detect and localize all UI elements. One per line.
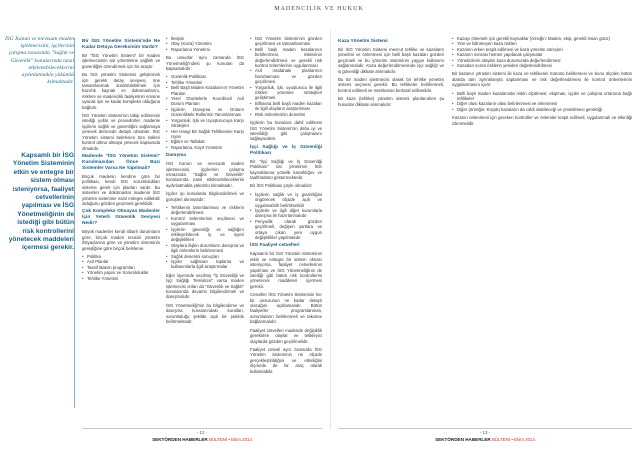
list-item: • İSG Yönetim Sistemi'nin gözden geçirilmesi ve tamamlanması [250, 36, 322, 47]
bullet-list [452, 91, 632, 113]
list-item: • Kazanın sonrası hemen yapılacak çalışmalar [452, 52, 632, 57]
paragraph: Faaliyet cetveli aynı zamanda İSG Yönetim Sisteminin ne ölçüde gerçekleştirildiğini ve etkinliğini ölçmede de bir araç olarak kullanılabilir. [250, 346, 322, 374]
section-heading: Bir İSG Yönetim Sistemi'nde Ne Kadar Detaya Gereksinim Vardır? [82, 39, 160, 50]
bullet-list [250, 192, 322, 241]
list-item: • Tehlike Yönetimi [82, 276, 160, 281]
list-item: • Eğitim ve Tatbikat [166, 139, 244, 144]
paragraph: İSG Yönetmeliği'nin bu bilgilendirme ve danışma konularındaki kuralları, sorumluluğu şekilde açık bir şekilde belirtmektedir. [166, 302, 244, 325]
bullet-list [250, 36, 322, 117]
footer-rule [82, 428, 322, 429]
list-item: • Yeni ve bilinmeyen kaza riskleri [452, 41, 632, 46]
list-item: • Güvenlik Politikası [166, 74, 244, 79]
paragraph: Bir "İSG Yönetim Sistemi" bir maden işletmecisinin üst yönetimine sağlıklı ve güvenliğini özendirmek için bir araçtır. [82, 53, 160, 69]
list-item: • Tehlikenin tanımlanması ve risklerin değerlendirilmesi [166, 205, 244, 216]
list-item: • Bilhassa belli başlı maden kazaları ile ilgili olayların araştırılması [250, 101, 322, 112]
pull-quote: Kapsamlı bir İSG Yönetim Sisteminin etkin ve entegre bir sistem olması isteniyorsa, faaliyet cetvellerinin yapılması ve İSG Yönetmeliğinin de istediği gibi bütün risk kontrollerini yönetecek maddeleri içermesi gerekir. [8, 152, 74, 252]
issue-label: BÜLTENİ • Ekim 2014 [208, 437, 252, 442]
list-item: • Belli başlı maden kazalarında riskin ölçülmesi; ekipman, işçiler ve çalışma ortamına bağlı tehlikeler [452, 91, 632, 102]
list-item: • İletişim [166, 36, 244, 41]
footer-right [338, 430, 632, 442]
article-column-4 [338, 36, 444, 110]
paragraph: Bu İSG yönetim Sistemini geliştirmek için gerekli detay seviyesi, öne tamamlanmak sürdürülebilmek için hazırlık kaynak ve dokümanlarını, risklere ve madencilik faaliyetinin emsine uyacak işin ne kadar kompleks olduğuna bağlıdır. [82, 72, 160, 110]
paragraph: İşçilerin bu konulara dahil edilmesi İSG Yönetim Sistemi'nin daha iyi ve istenildiği gibi çalışmasını sağlayacaktır. [250, 120, 322, 142]
list-item: • Yerel Otoritelerle Koordineli Acil Durum Planları [166, 96, 244, 107]
paragraph: Bir kazanın yönetim sistemi iki kaza ve tehlikenin tümünü belirlemesi ve bunu ölçülen bütün alanda tam ayrıntılarıyla saptanması ve risk değerlendirmesi ile kontrol önlemlerinin uygulanmasını içerir. [452, 71, 632, 88]
section-heading: Çok Kompleks Olmayan Madenler İçin Yeterli Güvenlik Seviyesi Nedir? [82, 209, 160, 227]
list-item: • Her Hangi Bir Sağlık Tehlikesine Karşı Uyarı [166, 129, 244, 140]
list-item: • Kazanın erken tespit edilmesi ve kaza yönetim süreçleri [452, 47, 632, 52]
list-item: • Belli başlı maden kazalarının belirlenmesi, risklerinin değerlendirilmesi ve gerekli risk kontrol önlemlerinin uygulanması [250, 47, 322, 69]
list-item: • Politika [82, 254, 160, 259]
magazine-name: SEKTÖRDEN HABERLER [435, 437, 491, 442]
footer-left [82, 430, 322, 442]
paragraph: Kazanın önlenmesi için gereken kontroller ve önlemler tespit edilmeli, uygulanmalı ve etkinliği izlenmelidir. [452, 115, 632, 126]
list-item: • Kazayı önlemek için gerekli kaynaklar (örneğin: Maden, ekip, gerekli insan gücü) [452, 36, 632, 41]
sidebar-note: İSG Kanun ve mevzuatı maden işletmecisini, işçilerinin çalışma esnasında "Sağlık ve Güvenlik" konularında nasıl etkilenebileceklerini aydınlatmakla yükümlü kılmaktadır. [5, 36, 74, 86]
page-number: - 13 - [479, 430, 491, 435]
list-item: • Tehlike Yönetimi [166, 80, 244, 85]
paragraph: İSG Yönetim Sistemi'nin takip edilmesini istediği yollar ve prosedürler, madenle işçilerin sağlık ve güvenliğini sağlamaya yetecek derecede detaylı olmalıdır. İSG Yönetim sistemi belirlenen tüm riskleri kontrol altına almaya yetecek kapsamda olmalıdır. [82, 113, 160, 151]
paragraph: Bir İSG Yönetim Sistemi mevcut tehlike ve kazaların yönetimi ve önlenmesi için belli başlı kazaları gözden geçirmeli ve bu yönetim sisteminin yaygın kullanımı sağlanmalıdır. Kaza değerlendirmesinde işçi sağlığı ve iş güvenliği dikkate alınmalıdır. [338, 47, 444, 74]
paragraph: Bir İSG Politikası şöyle olmalıdır: [250, 183, 313, 189]
article-column-5 [452, 36, 632, 129]
paragraph: Bu unsurlar aynı zamanda İSG Yönetmeliği'ndeki şu konuları da kapsamalıdır: [166, 55, 244, 72]
list-item: • Kontrol önlemlerinin seçilmesi ve uygulanması [166, 216, 244, 227]
list-item: • Raporlama Yönetimi [166, 47, 244, 52]
section-heading: İşçi Sağlığı ve İş Güvenliği Politikası [250, 144, 322, 156]
paragraph: Bu tür maden işletmecisi olarak bir tehlike yönetim sistemi seçmesi gerekir. Bu tehlikeler belirlenmeli, kontrol edilmeli ve mümkünse bertaraf edilmelidir. [338, 77, 444, 93]
paragraph: İşçiler şu konularda bilgilendirilmeli ve görüşleri alınmalıdır: [166, 191, 244, 202]
list-item: • Yorgunluk, içki, uyuşturucu ile ilgili riskleri yönetme stratejileri geliştirmek [250, 85, 322, 101]
article-column-1 [82, 36, 160, 284]
list-item: • Diğer olası kazaların olası belirlenmesi ve önlenmesi [452, 101, 632, 106]
paragraph: Eğer işyerinde seçilmiş "İş Güvenliği ve İşçi Sağlığı Temsilcisi" varsa maden işletmecisi onları da "Güvenlik ve Sağlık" konularında devamlı bilgilendirmeli ve danışmalıdır. [166, 272, 244, 300]
section-heading: Kaza Yönetim Sistemi [338, 39, 388, 44]
page-number: - 12 - [196, 430, 208, 435]
article-column-3 [250, 36, 322, 377]
paragraph: Cetveller İSG Yönetim Sisteminin her bir unsurunun ne kadar detaylı olacağını açıklamalıdır. Bütün faaliyetler programlanmalı, sorumluların belirlenmeli ve takvime bağlanmalıdır. [250, 292, 322, 325]
sidebar-divider [74, 38, 75, 408]
list-item: • İşçilerle ve ilgili diğer kurumlarla danışma ile hazırlanmalıdır [250, 208, 322, 219]
section-header: MADENCİLİK VE HUKUK [274, 6, 364, 12]
list-item: • Yönetim yapısı ve Sorumluluklar [82, 270, 160, 275]
paragraph: Birçok madenin kendine göre bir politikası, kendi İSG sorumlulukları sisteme gerek için planları vardır. Bu sistemler ve dokümanlar madenin İSG yönetim sistemine nasıl entegre edilebilir olduğunu gözden geçirmek gereklidir. [82, 173, 160, 206]
list-item: • İşçiler sağlanan toplama ve kullanımlarla ilgili araştırmalar [166, 259, 244, 270]
paragraph: Büyük madenler kendi itibarlı durumların göre, birçok maden tesisini yönetim ihtiyaçlarına göre ve yönetim sisteminin genişliğine göre birçok belirleme. [82, 229, 160, 251]
list-item: • Kazadan sonra risklerin yeniden değerlendirilmesi [452, 63, 632, 68]
bullet-list [166, 36, 244, 52]
list-item: • İşçilerin Danışma ve Onların Güvenlikteki Rollerinin Tanımlanması [166, 107, 244, 118]
section-heading: İSG Faaliyet cetvelleri [250, 243, 300, 249]
paragraph: Bir kaza (tehlike) yönetim sistemi planlanırken şu hususlar dikkate alınmalıdır: [338, 96, 444, 107]
list-item: • Olay (Kaza) Yönetimi [166, 41, 244, 46]
list-item: • Yöneticilerin olayları kaza durumunda değerlendirmesi [452, 58, 632, 63]
list-item: • Sağlık denetimi sonuçları [166, 254, 244, 259]
issue-label: BÜLTENİ • Ekim 2014 [491, 437, 535, 442]
paragraph: İSG Kanun ve mevzuatı maden işletmecisini, işçilerinin çalışma esnasında "Sağlık ve Güvenlik" konularında nasıl etkilenebileceklerini aydınlatmakla yükümlü kılmaktadır. [166, 161, 244, 188]
list-item: • İşçilerin güvenliği ve sağlığını etkileyebilecek iş ve işyeri değişiklikleri [166, 227, 244, 243]
magazine-name: SEKTÖRDEN HABERLER [152, 437, 208, 442]
list-item: • Acil müdahale planlarının hazırlanması ve gözden geçirilmesi [250, 68, 322, 84]
list-item: • Belli Başlı Maden Kazalarının Yönetim Planları [166, 85, 244, 96]
article-column-2 [166, 36, 244, 328]
list-item: • Periyodik olarak gözden geçirilmeli, değişen şartlara ve ortaya çıkan yeni uygun değişiklikler yapılmalıdır [250, 219, 322, 241]
list-item: • Acil Planlar [82, 259, 160, 264]
footer-rule [338, 428, 632, 429]
list-item: • Yorgunluk, İçki ve Uyuşturucuya Karşı Stratejiler [166, 118, 244, 129]
list-item: • Raporlama, Kayıt Yönetimi [166, 145, 244, 150]
paragraph: Kapsamlı bir İSG Yönetim Sisteminin etkin ve entegre bir sistem olması isteniyorsa, faaliyet cetvellerinin yapılması ve İSG Yönetmeliğinin de istediği gibi bütün risk kontrollerini yönetecek maddeleri içermesi gerekir. [250, 251, 322, 289]
list-item: • Risk önlemlerinin denetimi [250, 112, 322, 117]
bullet-list [82, 254, 160, 281]
paragraph: Faaliyet cetvelleri madende değişiklik gerektiren olaylar ve tetikleyici olaylarda gözden geçirilmelidir. [250, 327, 322, 344]
list-item: • Olaylara ilişkin durumların danışma ve ilgili önlemlerin belirlenmesi [166, 243, 244, 254]
section-heading: Madende "İSG Yönetim Sistemi" Kurulmasıdan Önce Bazı Sistemler Varsa Ne Yapılmalı? [82, 153, 160, 171]
bullet-list [166, 74, 244, 150]
list-item: • Tasnif Bakım programları [82, 265, 160, 270]
section-heading: Danışma [166, 153, 186, 159]
bullet-list [452, 36, 632, 68]
bullet-list [166, 205, 244, 270]
list-item: • Diğer (örneğin: Küçük) kazaların da ciddi olabileceği ve yönetilmesi gerektiği [452, 107, 632, 112]
paragraph: Bir "İşçi Sağlığı ve İş Güvenliği Politikası" üst yönetimin İSG kaynaklarına yönelik kararlılığını ve taahhüdünü göstermektedir. [250, 158, 322, 180]
list-item: • İşçilerin sağlık ve iş güvenliğini öngörecek ölçüde açık ve uygulanabilir belirtilmelidir [250, 192, 322, 208]
page-gutter [330, 30, 331, 430]
